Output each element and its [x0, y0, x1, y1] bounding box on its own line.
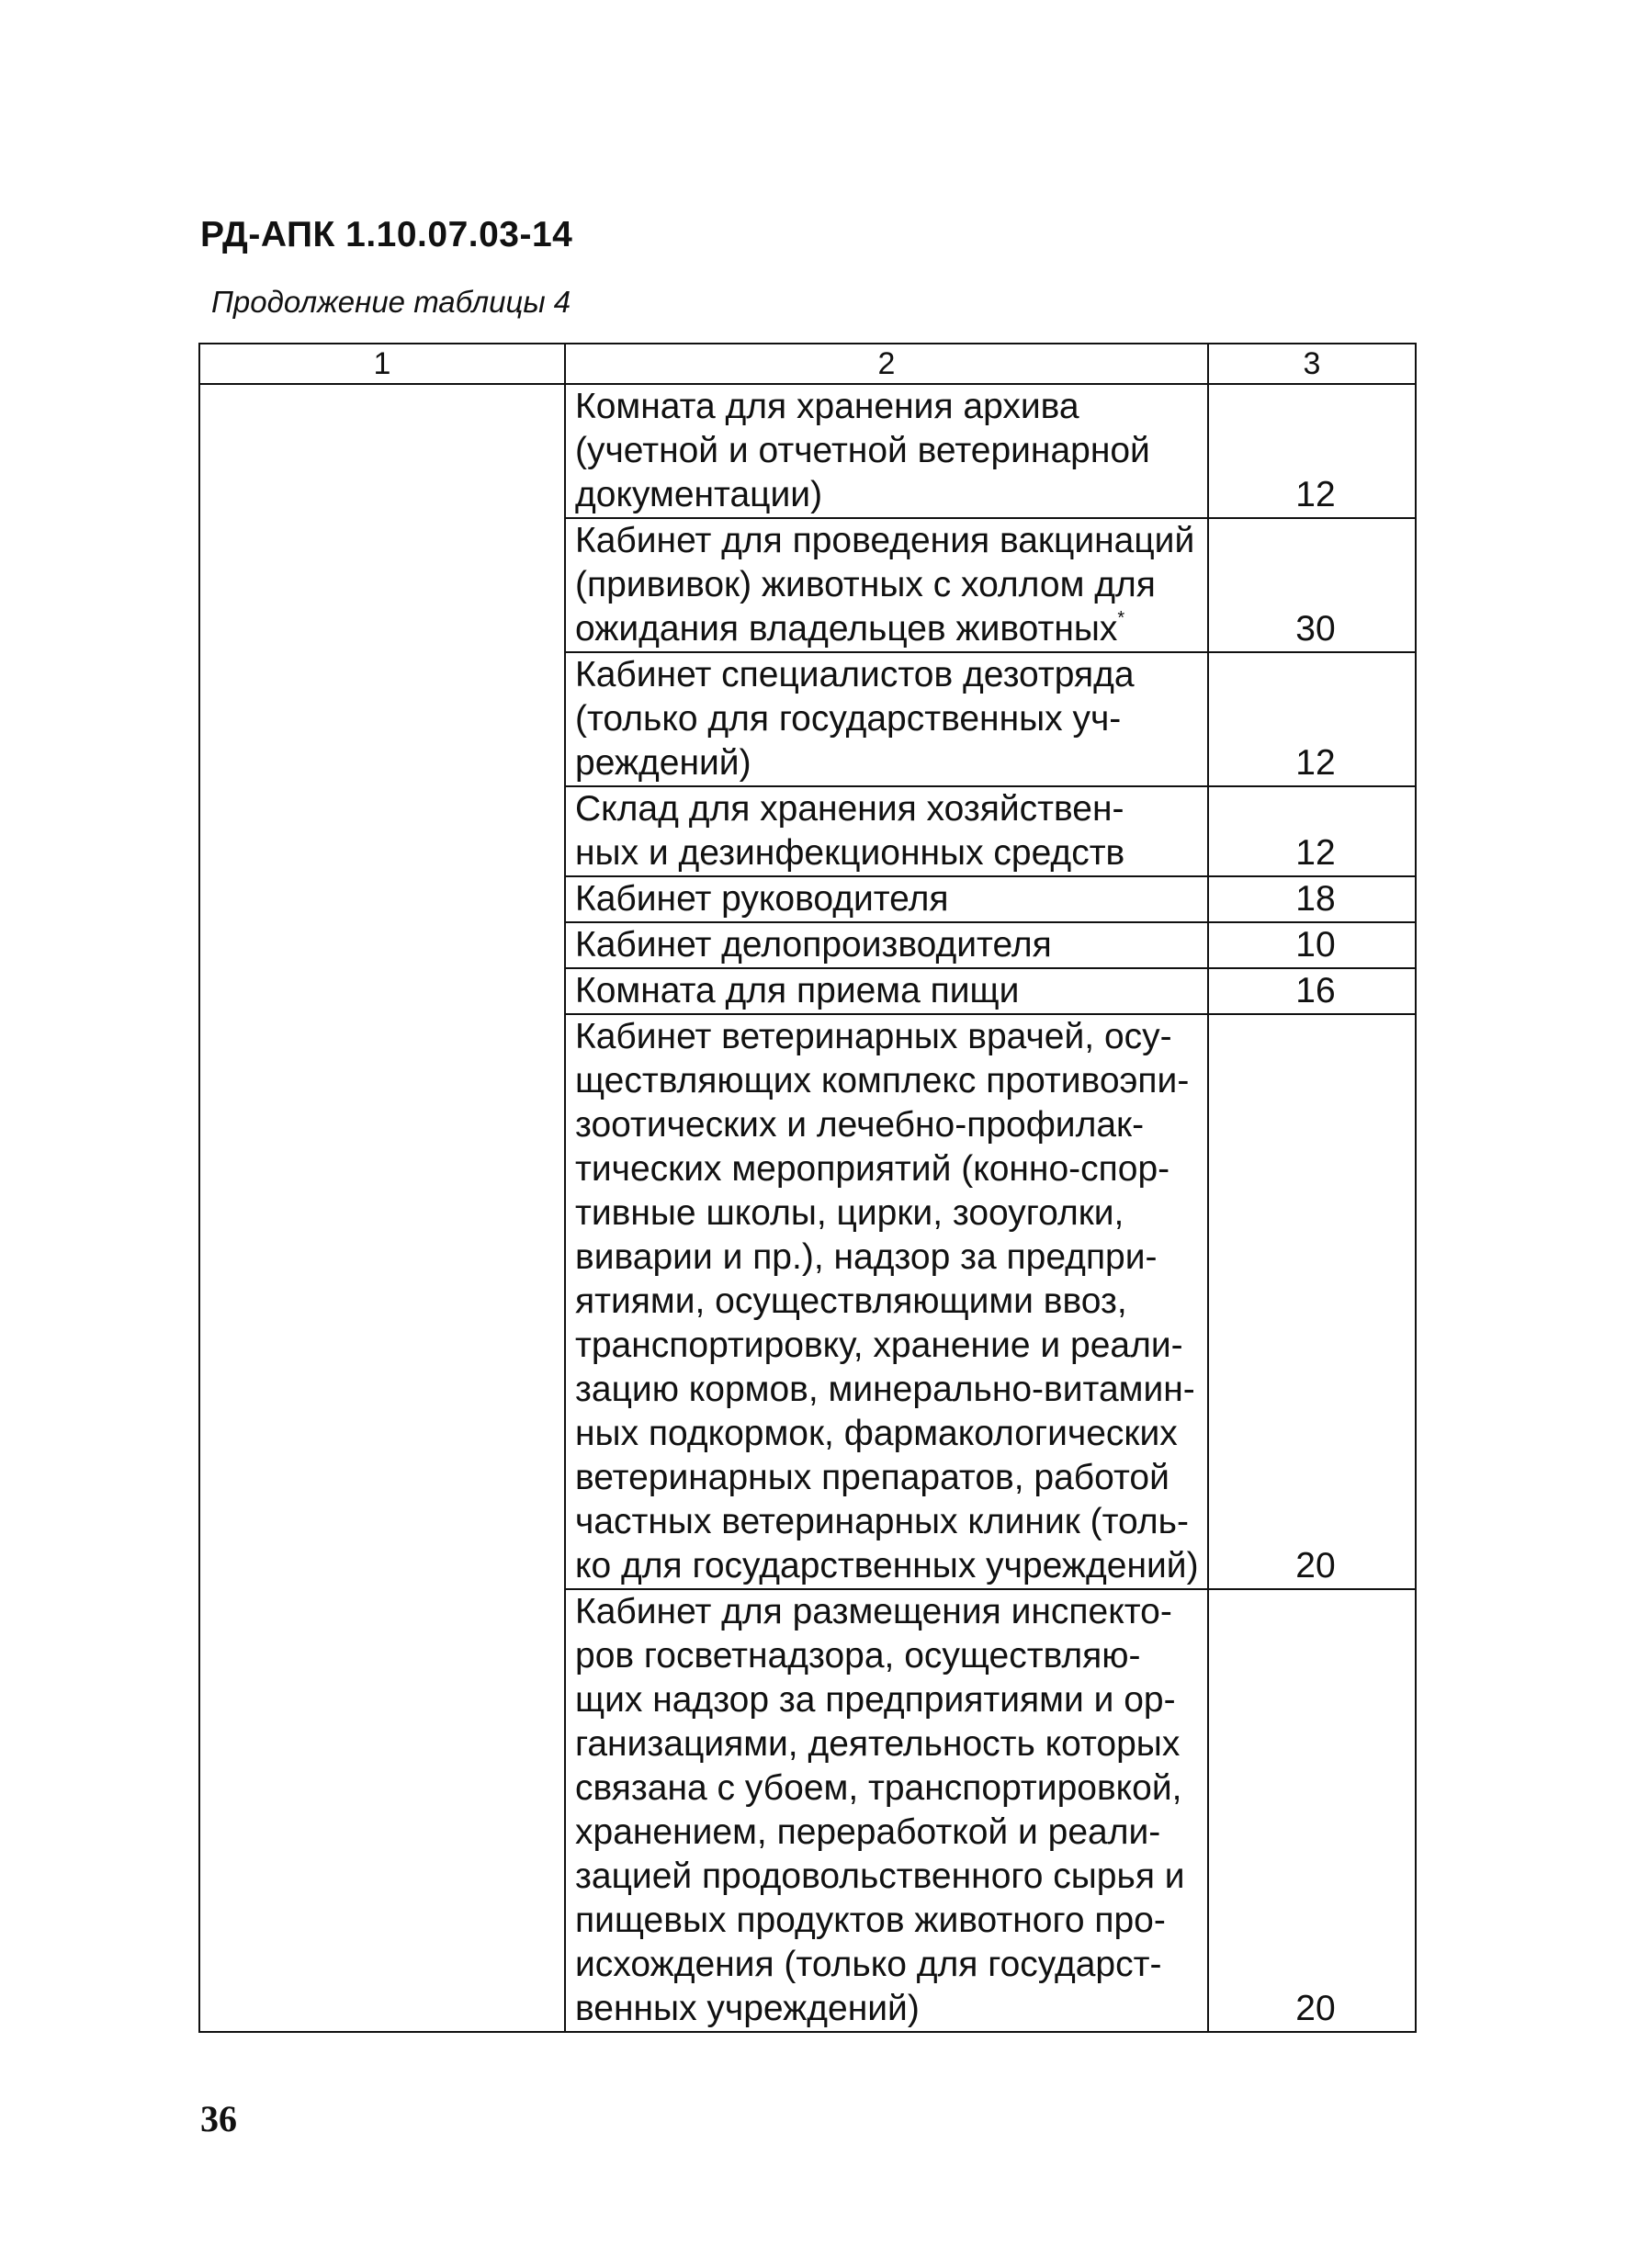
description-line: венных учреждений) — [575, 1989, 920, 2028]
description-line: ятиями, осуществляющими ввоз, — [575, 1281, 1127, 1321]
description-line: Кабинет ветеринарных врачей, осу- — [575, 1017, 1172, 1056]
description-line: тивные школы, цирки, зооуголки, — [575, 1193, 1124, 1233]
description-line: (учетной и отчетной ветеринарной — [575, 431, 1150, 470]
area-value-cell — [1208, 922, 1416, 968]
description-line: Кабинет специалистов дезотряда — [575, 655, 1135, 694]
room-description — [565, 968, 1208, 1014]
description-line: ветеринарных препаратов, работой — [575, 1458, 1169, 1497]
description-line: транспортировку, хранение и реали- — [575, 1326, 1183, 1365]
footnote-mark: * — [1117, 608, 1125, 628]
area-value: 20 — [1295, 1989, 1336, 2028]
description-line: щих надзор за предприятиями и ор- — [575, 1680, 1176, 1720]
description-line: виварии и пр.), надзор за предпри- — [575, 1237, 1158, 1277]
description-line: ных подкормок, фармакологических — [575, 1414, 1178, 1453]
table-header-row — [199, 344, 1416, 384]
description-line: Комната для приема пищи — [575, 971, 1020, 1010]
column-number-2: 2 — [565, 344, 1208, 384]
table-row — [199, 384, 1416, 518]
description-line: Кабинет для проведения вакцинаций — [575, 521, 1195, 560]
description-line: зацией продовольственного сырья и — [575, 1856, 1185, 1896]
column-number-1: 1 — [199, 344, 565, 384]
description-line: Склад для хранения хозяйствен- — [575, 789, 1124, 829]
area-value: 20 — [1295, 1546, 1336, 1585]
room-area-table — [198, 343, 1417, 2033]
description-line: Кабинет для размещения инспекто- — [575, 1592, 1172, 1631]
description-line: Комната для хранения архива — [575, 387, 1079, 426]
area-value-cell — [1208, 876, 1416, 922]
description-line — [575, 607, 1202, 651]
table-caption: Продолжение таблицы 4 — [211, 285, 571, 319]
area-value-cell — [1208, 968, 1416, 1014]
area-value-cell — [1208, 1589, 1416, 2032]
description-line: зацию кормов, минерально-витамин- — [575, 1370, 1195, 1409]
column-1-cell — [199, 384, 565, 2032]
description-line: ко для государственных учреждений) — [575, 1546, 1199, 1585]
description-line: зоотических и лечебно-профилак- — [575, 1105, 1145, 1145]
description-line-text: ожидания владельцев животных — [575, 609, 1118, 649]
room-description — [565, 652, 1208, 786]
description-line: Кабинет руководителя — [575, 879, 949, 919]
room-description — [565, 922, 1208, 968]
area-value-cell — [1208, 652, 1416, 786]
area-value: 12 — [1295, 743, 1336, 783]
description-line: (только для государственных уч- — [575, 699, 1122, 739]
description-line: частных ветеринарных клиник (толь- — [575, 1502, 1189, 1541]
description-line: связана с убоем, транспортировкой, — [575, 1768, 1182, 1808]
room-description — [565, 1014, 1208, 1589]
description-line: ществляющих комплекс противоэпи- — [575, 1061, 1190, 1100]
column-number-3: 3 — [1208, 344, 1416, 384]
area-value-cell — [1208, 1014, 1416, 1589]
document-code: РД-АПК 1.10.07.03-14 — [200, 215, 573, 254]
description-line: ных и дезинфекционных средств — [575, 833, 1125, 873]
description-line: ганизациями, деятельность которых — [575, 1724, 1181, 1764]
area-value: 18 — [1295, 879, 1336, 919]
description-line: ров госветнадзора, осуществляю- — [575, 1636, 1141, 1676]
area-value: 10 — [1295, 925, 1336, 965]
room-description — [565, 876, 1208, 922]
description-line: хранением, переработкой и реали- — [575, 1812, 1161, 1852]
description-line: пищевых продуктов животного про- — [575, 1901, 1166, 1940]
room-description — [565, 786, 1208, 876]
room-description — [565, 1589, 1208, 2032]
description-line: исхождения (только для государст- — [575, 1945, 1162, 1984]
room-description — [565, 384, 1208, 518]
area-value-cell — [1208, 786, 1416, 876]
description-line: реждений) — [575, 743, 751, 783]
description-line: документации) — [575, 475, 823, 514]
room-description — [565, 518, 1208, 652]
area-value: 30 — [1295, 609, 1336, 649]
area-value: 16 — [1295, 971, 1336, 1010]
area-value-cell — [1208, 518, 1416, 652]
description-line: (прививок) животных с холлом для — [575, 565, 1156, 604]
area-value-cell — [1208, 384, 1416, 518]
page-number: 36 — [200, 2098, 237, 2139]
description-line: Кабинет делопроизводителя — [575, 925, 1052, 965]
area-value: 12 — [1295, 475, 1336, 514]
description-line: тических мероприятий (конно-спор- — [575, 1149, 1170, 1189]
area-value: 12 — [1295, 833, 1336, 873]
